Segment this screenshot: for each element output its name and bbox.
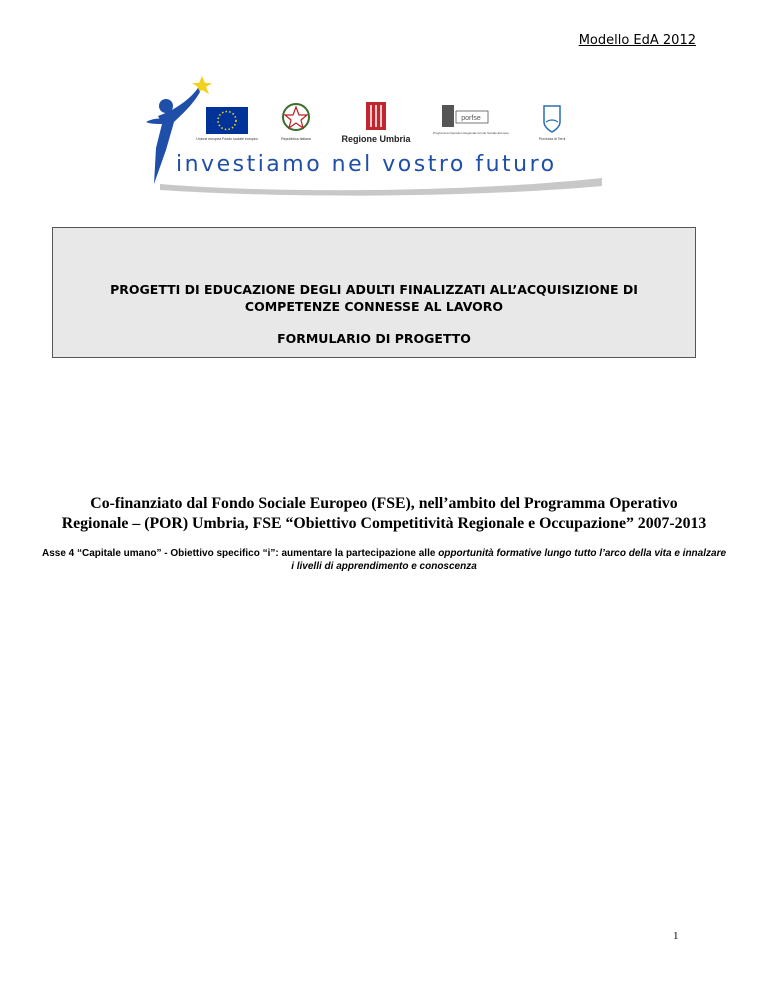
republic-emblem-icon [283,104,309,130]
provincia-terni-icon [544,106,560,132]
eu-flag-icon [206,107,248,134]
asse-text: Asse 4 “Capitale umano” - Obiettivo specifico “i”: aumentare la partecipazione alle [41,548,439,559]
asse-statement [40,547,728,573]
title-line-2: COMPETENZE CONNESSE AL LAVORO [244,299,504,314]
title-line-1: PROGETTI DI EDUCAZIONE DEGLI ADULTI FINALIZZATI ALL’ACQUISIZIONE DI [110,282,638,297]
eu-caption: Unione europea Fondo sociale europeo [196,137,258,141]
cofinancing-line-2: Regionale – (POR) Umbria, FSE “Obiettivo Competitività Regionale e Occupazione” 2007-2013 [61,515,707,532]
banner-graphic [140,72,605,197]
document-subtitle: FORMULARIO DI PROGETTO [277,331,471,346]
banner-slogan: investiamo nel vostro futuro [176,152,557,177]
republic-caption: Repubblica Italiana [281,137,311,141]
regione-caption: Regione Umbria [341,134,411,144]
banner [140,72,605,197]
cofinancing-line-1: Co-finanziato dal Fondo Sociale Europeo (FSE), nell’ambito del Programma Operativo [90,495,678,512]
provincia-caption: Provincia di Terni [538,137,566,141]
regione-umbria-icon [366,102,386,130]
porfse-caption: porfse [461,115,481,122]
porfse-subcaption: Programma Operativo Regionale Fondo Sociale Europeo [432,131,510,135]
asse-italic-text: opportunità formative lungo tutto l’arco della vita e innalzare i livelli di apprendimento e conoscenza [291,548,727,572]
title-box [52,227,696,358]
cofinancing-statement [40,494,728,534]
document-title [53,281,695,315]
model-label: Modello EdA 2012 [578,33,696,48]
page-number: 1 [673,930,679,942]
star-icon [192,76,212,94]
